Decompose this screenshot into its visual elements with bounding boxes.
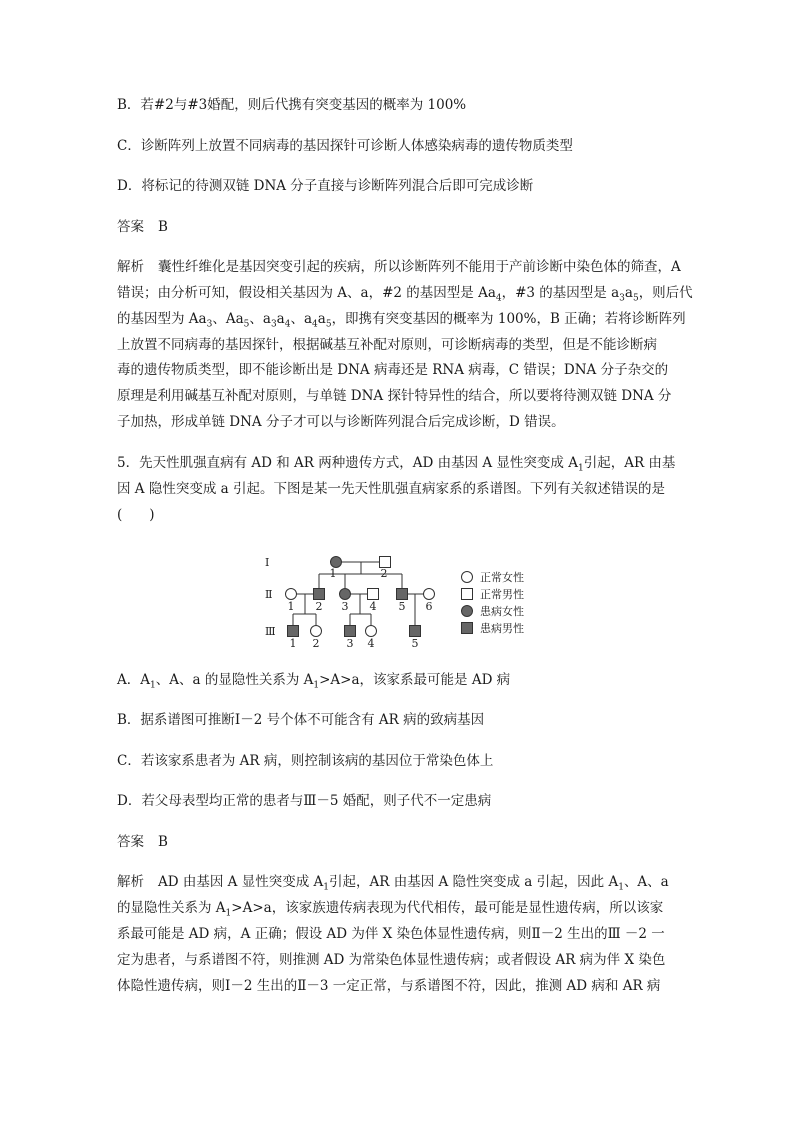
individual-number: 2 [380,567,388,580]
individual-number: 5 [398,600,406,613]
q5-option-b: B．据系谱图可推断Ⅰ－2 号个体不可能含有 AR 病的致病基因 [117,712,485,728]
generation-label: Ⅲ [265,625,276,638]
gen1-female-affected [331,557,342,568]
gen3-male-affected [410,626,421,637]
gen2-female-normal [286,589,297,600]
gen3-female-normal [366,626,377,637]
answer-value: B [158,834,168,850]
gen2-female-normal [424,589,435,600]
individual-number: 4 [367,637,375,650]
generation-label: Ⅰ [265,556,270,569]
legend-affected-male-icon [462,623,473,634]
q5-stem-line: 因 A 隐性突变成 a 引起。下图是某一先天性肌强直病家系的系谱图。下列有关叙述错误的是 [117,481,665,497]
gen3-male-affected [288,626,299,637]
legend-label: 正常男性 [480,588,524,601]
answer-label: 答案 [117,834,144,850]
q5-option-c: C．若该家系患者为 AR 病，则控制该病的基因位于常染色体上 [117,753,494,769]
q4-option-c: C．诊断阵列上放置不同病毒的基因探针可诊断人体感染病毒的遗传物质类型 [117,138,573,154]
gen3-female-normal [311,626,322,637]
legend-label: 患病男性 [480,622,524,635]
q5-stem-line: ( ) [117,507,155,523]
gen2-female-affected [340,589,351,600]
q5-analysis-line: 解析 AD 由基因 A 显性突变成 $A_1$引起，AR 由基因 A 隐性突变成 a 引起，因此 $A_1$、A、a [117,874,669,893]
gen2-male-affected [397,589,408,600]
gen3-male-affected [345,626,356,637]
q4-analysis-line: 子加热，形成单链 DNA 分子才可以与诊断阵列混合后完成诊断，D 错误。 [117,414,565,430]
q4-option-d: D．将标记的待测双链 DNA 分子直接与诊断阵列混合后即可完成诊断 [117,178,534,194]
legend-normal-female-icon [462,572,473,583]
q5-option-d: D．若父母表型均正常的患者与Ⅲ－5 婚配，则子代不一定患病 [117,793,492,809]
q5-analysis-line: 系最可能是 AD 病，A 正确；假设 AD 为伴 X 染色体显性遗传病，则Ⅱ－2 生出的Ⅲ －2 一 [117,926,665,942]
q5-answer [117,833,168,851]
q4-analysis-line: 上放置不同病毒的基因探针，根据碱基互补配对原则，可诊断病毒的类型，但是不能诊断病 [117,337,657,353]
q5-analysis-line: 的显隐性关系为 $A_1>A>a$，该家族遗传病表现为代代相传，最可能是显性遗传病，所以该家 [117,900,664,919]
q4-analysis-line: 毒的遗传物质类型，即不能诊断出是 DNA 病毒还是 RNA 病毒，C 错误；DNA 分子杂交的 [117,362,669,378]
analysis-label: 解析 [117,874,144,890]
individual-number: 1 [287,600,295,613]
legend-normal-male-icon [462,589,473,600]
q4-analysis-line: 解析 囊性纤维化是基因突变引起的疾病，所以诊断阵列不能用于产前诊断中染色体的筛查，A [117,259,681,275]
individual-number: 3 [341,600,349,613]
answer-label: 答案 [117,219,144,235]
individual-number: 4 [369,600,377,613]
answer-value: B [158,219,168,235]
individual-number: 1 [329,567,337,580]
individual-number: 2 [312,637,320,650]
individual-number: 2 [315,600,323,613]
q4-option-b: B．若#2与#3婚配，则后代携有突变基因的概率为 100% [117,97,467,113]
legend-label: 正常女性 [480,571,524,584]
gen1-male-normal [380,557,391,568]
individual-number: 1 [289,637,297,650]
q5-analysis-line: 定为患者，与系谱图不符，则推测 AD 为常染色体显性遗传病；或者假设 AR 病为伴 X 染色 [117,952,666,968]
analysis-label: 解析 [117,259,144,275]
individual-number: 5 [411,637,419,650]
legend-affected-female-icon [462,606,473,617]
q4-analysis-line: 的基因型为 $Aa_3$、$Aa_5$、$a_3a_4$、$a_4a_5$，即携有突变基因的概率为 100%，B 正确；若将诊断阵列 [117,311,686,330]
q5-option-a: A．$A_1$、A、a 的显隐性关系为 $A_1>A>a$，该家系最可能是 AD 病 [117,672,511,691]
legend-label: 患病女性 [480,605,524,618]
generation-label: Ⅱ [265,588,273,601]
q5-stem-line: 5．先天性肌强直病有 AD 和 AR 两种遗传方式，AD 由基因 A 显性突变成 $A_1$引起，AR 由基 [117,455,676,474]
q4-analysis-line: 错误；由分析可知，假设相关基因为 A、a，#2 的基因型是 $Aa_4$，#3 的基因型是 $a_3a_5$，则后代 [117,285,693,304]
gen2-male-normal [368,589,379,600]
q5-analysis-line: 体隐性遗传病，则Ⅰ－2 生出的Ⅱ－3 一定正常，与系谱图不符，因此，推测 AD 病和 AR 病 [117,978,661,994]
gen2-male-affected [314,589,325,600]
q4-analysis-line: 原理是利用碱基互补配对原则，与单链 DNA 探针特异性的结合，所以要将待测双链 DNA 分 [117,388,672,404]
individual-number: 3 [346,637,354,650]
individual-number: 6 [425,600,433,613]
